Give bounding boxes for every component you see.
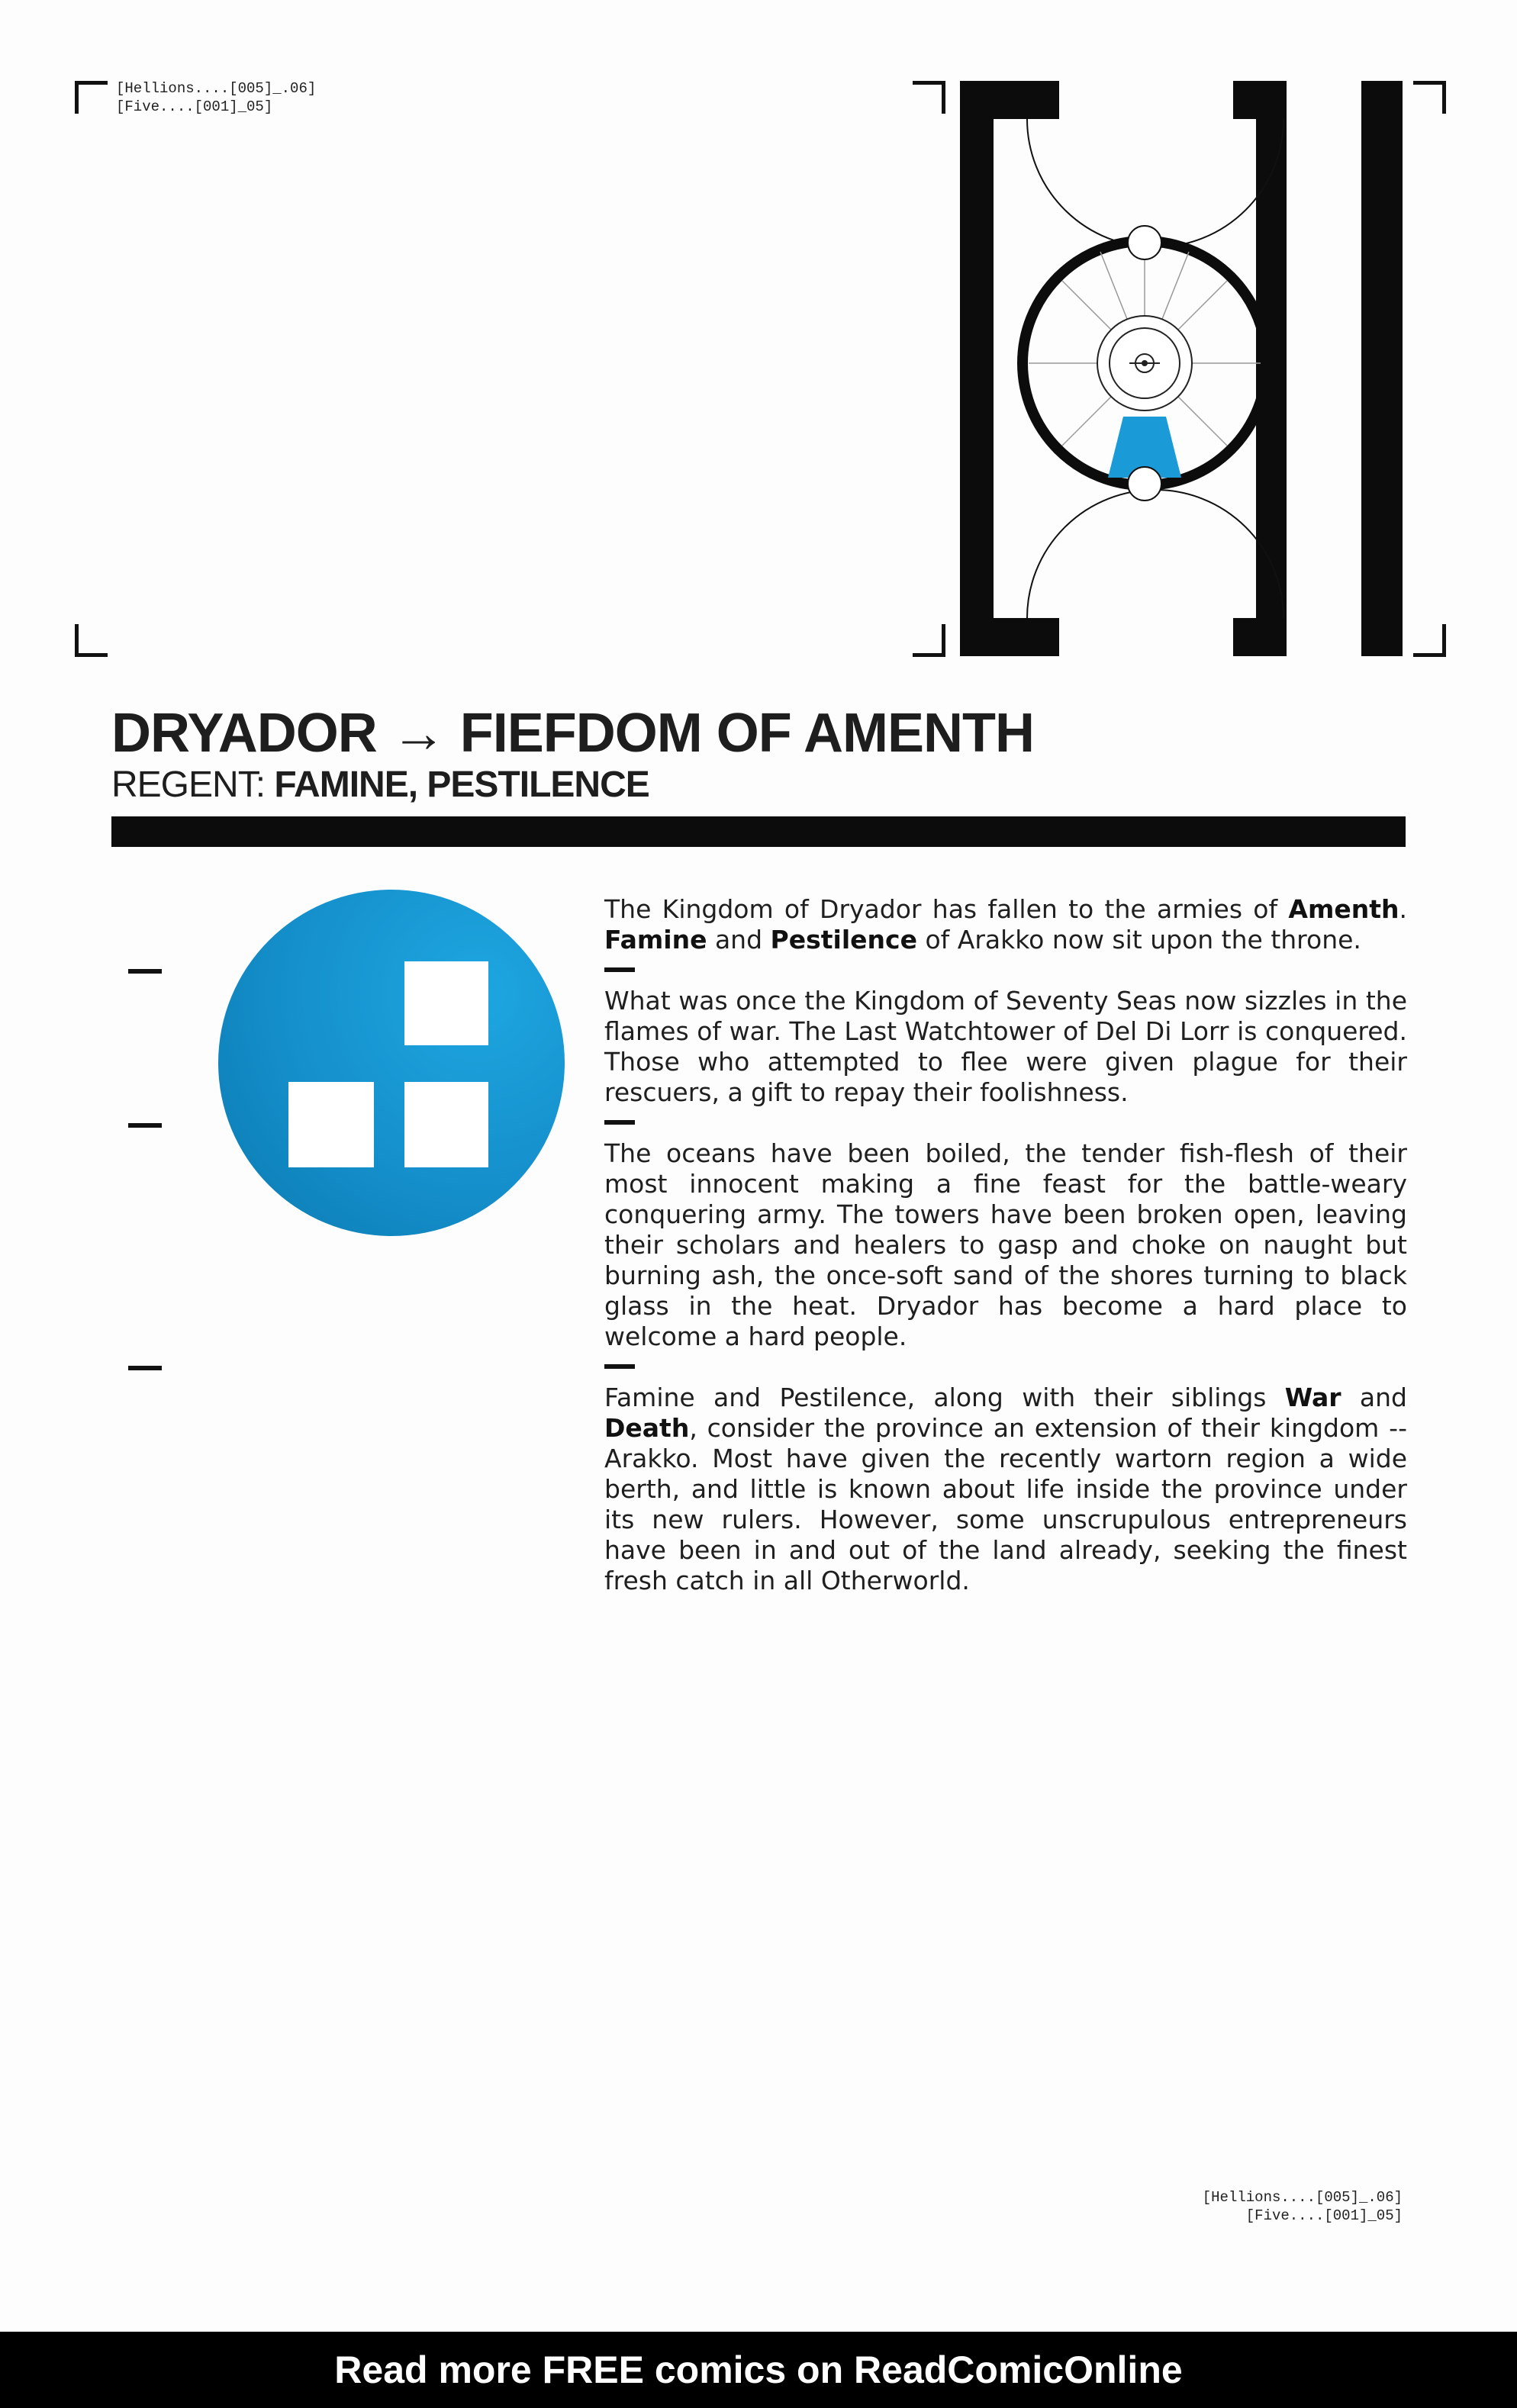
frame-corner-bottom-left xyxy=(75,624,108,657)
footer-link-text[interactable]: Read more FREE comics on ReadComicOnline xyxy=(334,2348,1183,2391)
text-run: , consider the province an extension of their kingdom -- Arakko. Most have given the recently wartorn region a wide berth, and little is known about life inside the province under its new rulers. However, some unscrupulous entrepreneurs have been in and out of the land already, seeking the finest fresh catch in all Otherworld. xyxy=(604,1413,1407,1595)
issue-code-line: [Five....[001]_05] xyxy=(116,98,273,115)
footer-banner[interactable] xyxy=(0,2332,1517,2408)
bold-term: Death xyxy=(604,1413,690,1443)
paragraph-divider xyxy=(604,967,635,972)
frame-corner-top-left xyxy=(75,81,108,114)
text-run: What was once the Kingdom of Seventy Seas now sizzles in the flames of war. The Last Watchtower of Del Di Lorr is conquered. Those who attempted to flee were given plague for their rescuers, a gift to repay their foolishness. xyxy=(604,986,1407,1107)
issue-code-line: [Hellions....[005]_.06] xyxy=(116,80,317,97)
frame-corner-top-right-inner xyxy=(913,81,945,114)
page-title: DRYADOR → FIEFDOM OF AMENTH xyxy=(111,703,1034,764)
title-divider xyxy=(111,816,1406,847)
regent-line xyxy=(111,761,649,809)
text-run: The oceans have been boiled, the tender fish-flesh of their most innocent making a fine feast for the battle-weary conquering army. The towers have been broken open, leaving their scholars and healers to gasp and choke on naught but burning ash, the once-soft sand of the shores turning to black glass in the heat. Dryador has become a hard place to welcome a hard people. xyxy=(604,1138,1407,1351)
text-run: of Arakko now sit upon the throne. xyxy=(916,925,1361,955)
margin-dash xyxy=(128,1123,162,1128)
bold-term: War xyxy=(1284,1383,1341,1412)
bold-term: Pestilence xyxy=(770,925,917,955)
text-run: Famine and Pestilence, along with their siblings xyxy=(604,1383,1285,1412)
paragraph xyxy=(604,986,1407,1108)
margin-dash xyxy=(128,969,162,974)
text-run: and xyxy=(707,925,771,955)
text-run: . xyxy=(1399,894,1407,924)
paragraph-divider xyxy=(604,1120,635,1125)
issue-code-line: [Five....[001]_05] xyxy=(1245,2207,1403,2224)
issue-code-top xyxy=(116,79,316,116)
text-run: and xyxy=(1341,1383,1407,1412)
paragraph xyxy=(604,1138,1407,1352)
dryador-sigil-icon xyxy=(217,888,566,1238)
bold-term: Amenth xyxy=(1288,894,1399,924)
bold-term: Famine xyxy=(604,925,707,955)
frame-corner-bottom-left-outer xyxy=(1413,624,1446,657)
paragraph xyxy=(604,1383,1407,1596)
regent-names: FAMINE, PESTILENCE xyxy=(274,765,649,805)
issue-code-line: [Hellions....[005]_.06] xyxy=(1202,2189,1403,2206)
paragraph-divider xyxy=(604,1364,635,1369)
article-body xyxy=(604,894,1407,1596)
text-run: The Kingdom of Dryador has fallen to the armies of xyxy=(604,894,1289,924)
paragraph xyxy=(604,894,1407,955)
margin-dash xyxy=(128,1366,162,1370)
frame-corner-top-left-outer xyxy=(1413,81,1446,114)
regent-label: REGENT: xyxy=(111,765,266,805)
krakoan-gate-emblem-icon xyxy=(960,81,1403,656)
issue-code-bottom xyxy=(1203,2188,1403,2225)
frame-corner-bottom-right-inner xyxy=(913,624,945,657)
